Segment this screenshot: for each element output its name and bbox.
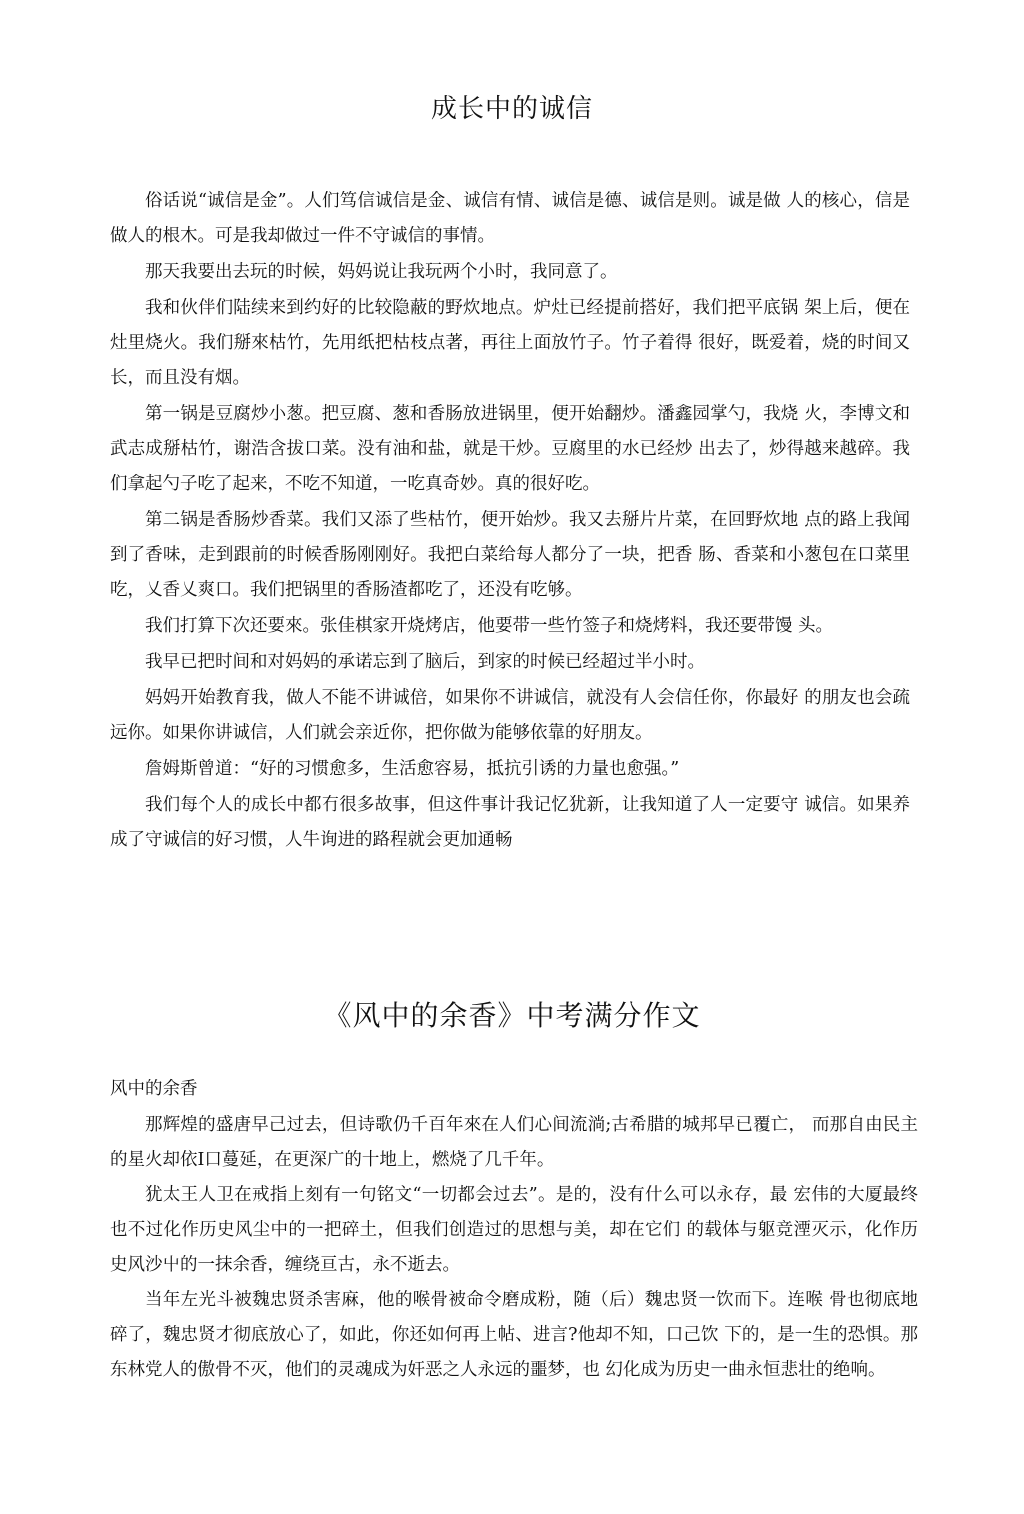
essay2-body [110, 1072, 918, 1388]
essay1-paragraph-8: 妈妈开始教育我，做人不能不讲诚倍，如果你不讲诚信，就没有人会信任你，你最好 的朋友也会疏远你。如果你讲诚信，人们就会亲近你，把你做为能够依靠的好朋友。 [110, 688, 910, 743]
essay1-paragraph-5: 第二锅是香肠炒香菜。我们又添了些枯竹，便开始炒。我又去掰片片菜，在回野炊地 点的路上我闻到了香味，走到跟前的时候香肠刚刚好。我把白菜给每人都分了一块，把香 肠、香菜和小葱包在口菜里吃，乂香乂爽口。我们把锅里的香肠渣都吃了，还没有吃够。 [110, 510, 910, 600]
essay2-paragraph-1: 那辉煌的盛唐早己过去，但诗歌仍千百年來在人们心间流淌;古希腊的城邦早已覆亡， 而那自由民主的星火却依I口蔓延，在更深广的十地上，燃烧了几千年。 [110, 1115, 918, 1170]
essay1-title: 成长中的诚信 [430, 94, 593, 124]
essay1-paragraph-6: 我们打算下次还要來。张佳棋家开烧烤店，他要带一些竹签子和烧烤料，我还要带馒 头。 [145, 616, 834, 636]
essay2-title: 《风中的余香》中考满分作文 [323, 999, 701, 1032]
essay2-paragraph-3: 当年左光斗被魏忠贤杀害麻，他的喉骨被命令磨成粉，随（后）魏忠贤一饮而下。连喉 骨也彻底地碎了，魏忠贤才彻底放心了，如此，你还如何再上帖、进言?他却不知，口己饮 下的，是一生的恐惧。那东林党人的傲骨不灭，他们的灵魂成为奸恶之人永远的噩梦，也 幻化成为历史一曲永恒悲壮的绝响。 [110, 1290, 918, 1380]
essay1-paragraph-7: 我早已把时间和对妈妈的承诺忘到了脑后，到家的时候已经超过半小时。 [145, 652, 705, 672]
essay2-paragraph-2: 犹太王人卫在戒指上刻有一句铭文“一切都会过去”。是的，没有什么可以永存，最 宏伟的大厦最终也不过化作历史风尘中的一把碎土，但我们创造过的思想与美，却在它们 的载体与躯竞湮灭示，化作历史风沙屮的一抹余香，缠绕亘古，永不逝去。 [110, 1185, 918, 1275]
essay1-paragraph-2: 那天我要出去玩的时候，妈妈说让我玩两个小时，我同意了。 [145, 262, 618, 282]
essay1-paragraph-1: 俗话说“诚信是金”。人们笃信诚信是金、诚信有情、诚信是德、诚信是则。诚是做 人的核心，信是做人的根木。可是我却做过一件不守诚信的事情。 [110, 191, 910, 246]
essay1-paragraph-3: 我和伙伴们陆续来到约好的比较隐蔽的野炊地点。炉灶已经提前搭好，我们把平底锅 架上后，便在灶里烧火。我们掰來枯竹，先用纸把枯枝点著，再往上面放竹子。竹子着得 很好，既爱着，烧的时间又长，而且没有烟。 [110, 298, 910, 388]
essay1-paragraph-9: 詹姆斯曾道：“好的习惯愈多，生活愈容易，抵抗引诱的力量也愈强。” [145, 759, 680, 779]
essay1-paragraph-10: 我们每个人的成长中都冇很多故事，但这件事计我记忆犹新，让我知道了人一定要守 诚信。如果养成了守诚信的好习惯，人牛询进的路程就会更加通畅 [110, 795, 910, 850]
essay1-body [110, 184, 910, 859]
essay2-subtitle: 风中的余香 [110, 1079, 198, 1099]
essay1-paragraph-4: 第一锅是豆腐炒小葱。把豆腐、葱和香肠放进锅里，便开始翻炒。潘鑫园掌勺，我烧 火，李博文和武志成掰枯竹，谢浩含拔口菜。没有油和盐，就是干炒。豆腐里的水已经炒 出去了，炒得越来越碎。我们拿起勺子吃了起来，不吃不知道，一吃真奇妙。真的很好吃。 [110, 404, 910, 494]
